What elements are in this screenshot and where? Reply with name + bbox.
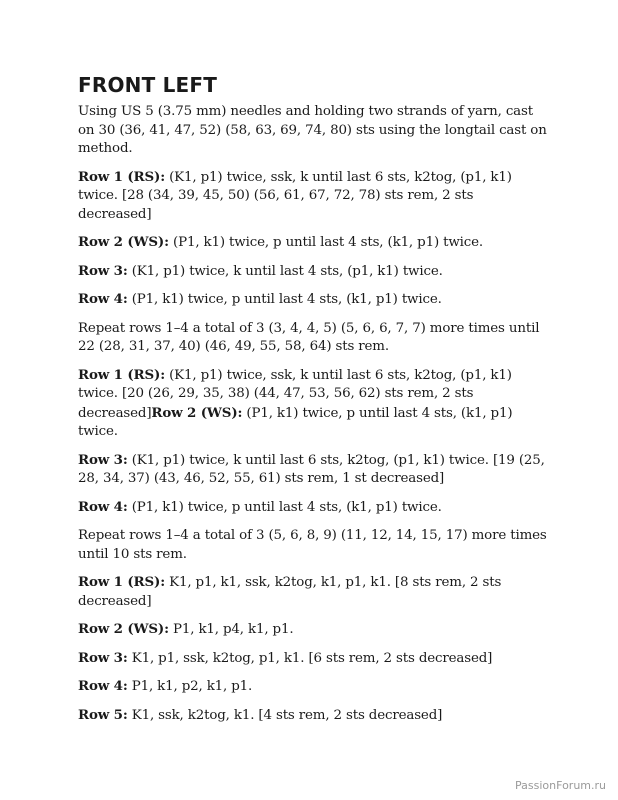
instruction-text: (K1, p1) twice, ssk, k until last 6 sts, k2tog, (p1, k1) twice. [20 (26, 29, 35, 38) (44, 47, 53, 56, 62) sts rem, 2 sts decreased] <box>78 367 512 421</box>
instruction-paragraph <box>78 451 548 489</box>
instruction-text: (P1, k1) twice, p until last 4 sts, (k1, p1) twice. <box>127 292 442 307</box>
section-title: FRONT LEFT <box>78 73 218 97</box>
row-label: Row 4: <box>78 291 128 307</box>
instruction-text: (P1, k1) twice, p until last 4 sts, (k1, p1) twice. <box>168 235 484 250</box>
instruction-text: Repeat rows 1–4 a total of 3 (5, 6, 8, 9) (11, 12, 14, 15, 17) more times until 10 sts rem. <box>78 528 547 562</box>
instruction-text: Repeat rows 1–4 a total of 3 (3, 4, 4, 5) (5, 6, 6, 7, 7) more times until 22 (28, 31, 37, 40) (46, 49, 55, 58, 64) sts rem. <box>78 320 540 354</box>
instruction-text: P1, k1, p4, k1, p1. <box>168 622 294 637</box>
row-label: Row 2 (WS): <box>78 234 169 250</box>
row-label: Row 1 (RS): <box>78 366 165 383</box>
document-page <box>78 72 548 734</box>
instruction-paragraph <box>78 366 548 442</box>
instruction-paragraph <box>78 649 548 669</box>
instruction-text: K1, p1, k1, ssk, k2tog, k1, p1, k1. [8 sts rem, 2 sts decreased] <box>78 575 502 609</box>
row-label: Row 4: <box>78 678 128 694</box>
instruction-paragraph <box>78 573 548 611</box>
row-label: Row 5: <box>78 706 128 723</box>
instruction-paragraph <box>78 498 548 518</box>
row-label: Row 4: <box>78 498 128 515</box>
row-label: Row 3: <box>78 451 128 468</box>
instruction-text: (K1, p1) twice, k until last 6 sts, k2tog, (p1, k1) twice. [19 (25, 28, 34, 37) (43, 46, 52, 55, 61) sts rem, 1 st decreased] <box>78 452 545 486</box>
instruction-text: (P1, k1) twice, p until last 4 sts, (k1, p1) twice. <box>78 405 513 439</box>
instruction-paragraph <box>78 526 548 564</box>
instruction-paragraph <box>78 168 548 225</box>
instruction-paragraph <box>78 290 548 310</box>
row-label: Row 3: <box>78 262 128 279</box>
row-label: Row 2 (WS): <box>151 404 243 421</box>
instruction-text: (K1, p1) twice, k until last 4 sts, (p1, k1) twice. <box>127 263 443 279</box>
instruction-text: P1, k1, p2, k1, p1. <box>127 679 253 694</box>
row-label: Row 2 (WS): <box>78 621 169 637</box>
row-label: Row 1 (RS): <box>78 574 165 590</box>
instruction-paragraph <box>78 620 548 640</box>
instruction-text: Using US 5 (3.75 mm) needles and holding two strands of yarn, cast on 30 (36, 41, 47, 52) (58, 63, 69, 74, 80) sts using the longtail cast on method. <box>78 104 547 156</box>
instruction-paragraph <box>78 233 548 253</box>
instruction-paragraph <box>78 102 548 159</box>
watermark-text: PassionForum.ru <box>515 779 606 792</box>
instruction-paragraph <box>78 677 548 697</box>
instruction-paragraph <box>78 262 548 282</box>
row-label: Row 3: <box>78 649 128 666</box>
instruction-paragraph <box>78 706 548 726</box>
instruction-text: (K1, p1) twice, ssk, k until last 6 sts, k2tog, (p1, k1) twice. [28 (34, 39, 45, 50) (56, 61, 67, 72, 78) sts rem, 2 sts decreased] <box>78 169 512 222</box>
instruction-text: (P1, k1) twice, p until last 4 sts, (k1, p1) twice. <box>127 499 442 515</box>
instruction-paragraph <box>78 319 548 357</box>
instruction-text: K1, p1, ssk, k2tog, p1, k1. [6 sts rem, 2 sts decreased] <box>127 650 493 666</box>
row-label: Row 1 (RS): <box>78 168 165 185</box>
instruction-text: K1, ssk, k2tog, k1. [4 sts rem, 2 sts decreased] <box>127 707 443 723</box>
